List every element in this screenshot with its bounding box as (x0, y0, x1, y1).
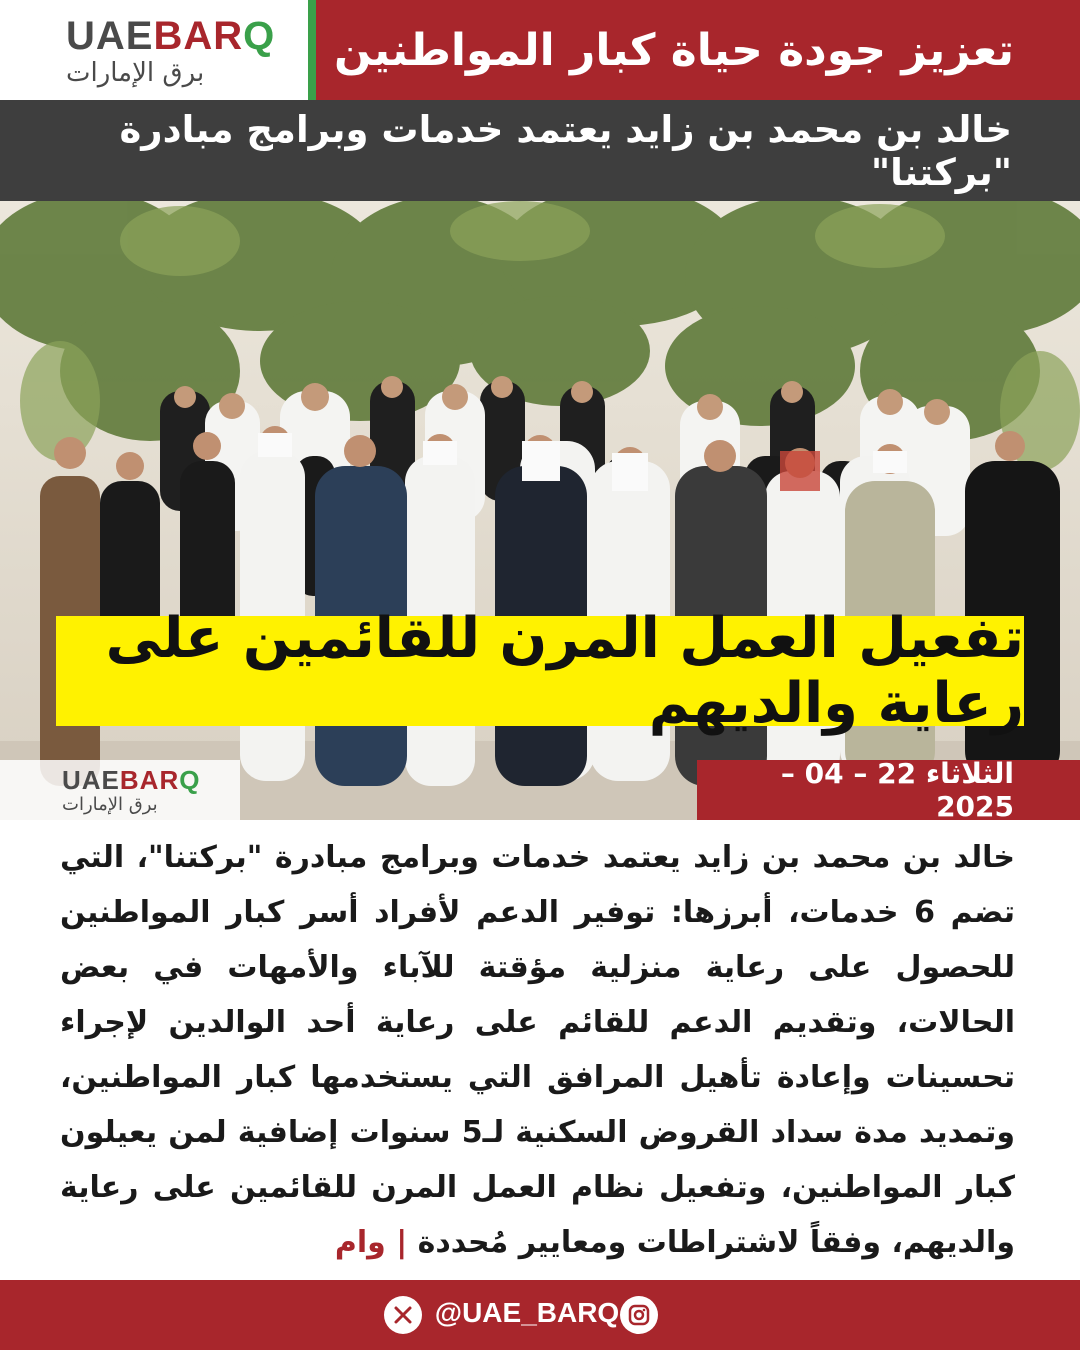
x-icon[interactable] (384, 1296, 422, 1334)
source-label: وام (334, 1225, 386, 1260)
page-title: تعزيز جودة حياة كبار المواطنين (333, 24, 1014, 76)
subtitle-bar (0, 100, 1080, 201)
photo-watermark-logo (0, 760, 240, 820)
logo-wordmark: UAEBARQ (66, 14, 276, 58)
social-handle[interactable]: @UAE_BARQ (434, 1297, 620, 1328)
source-separator: | (385, 1225, 418, 1260)
watermark-wordmark: UAEBARQ (62, 765, 201, 795)
logo-arabic: برق الإمارات (66, 58, 205, 88)
article-body (60, 830, 1015, 1270)
page-subtitle: خالد بن محمد بن زايد يعتمد خدمات وبرامج مبادرة "بركتنا" (119, 107, 1012, 194)
accent-strip (308, 0, 316, 100)
instagram-icon[interactable] (620, 1296, 658, 1334)
watermark-arabic: برق الإمارات (62, 794, 158, 815)
article-text: خالد بن محمد بن زايد يعتمد خدمات وبرامج مبادرة "بركتنا"، التي تضم 6 خدمات، أبرزها: توفير الدعم لأفراد أسر كبار المواطنين للحصول على رعاية منزلية مؤقتة للآباء والأمهات في بعض الحالات، وتقديم الدعم للقائم على رعاية أحد الوالدين لإجراء تحسينات وإعادة تأهيل المرافق التي يستخدمها كبار المواطنين، وتمديد مدة سداد القروض السكنية لـ5 سنوات إضافية لمن يعيلون كبار المواطنين، وتفعيل نظام العمل المرن للقائمين على رعاية والديهم، وفقاً لاشتراطات ومعايير مُحددة (60, 840, 1016, 1260)
date-text: الثلاثاء 22 – 04 – 2025 (780, 757, 1014, 823)
date-badge (697, 757, 1080, 823)
title-bar (316, 0, 1080, 100)
banner-text: تفعيل العمل المرن للقائمين على رعاية والديهم (105, 606, 1024, 736)
brand-logo (0, 0, 308, 100)
headline-banner (56, 606, 1024, 736)
